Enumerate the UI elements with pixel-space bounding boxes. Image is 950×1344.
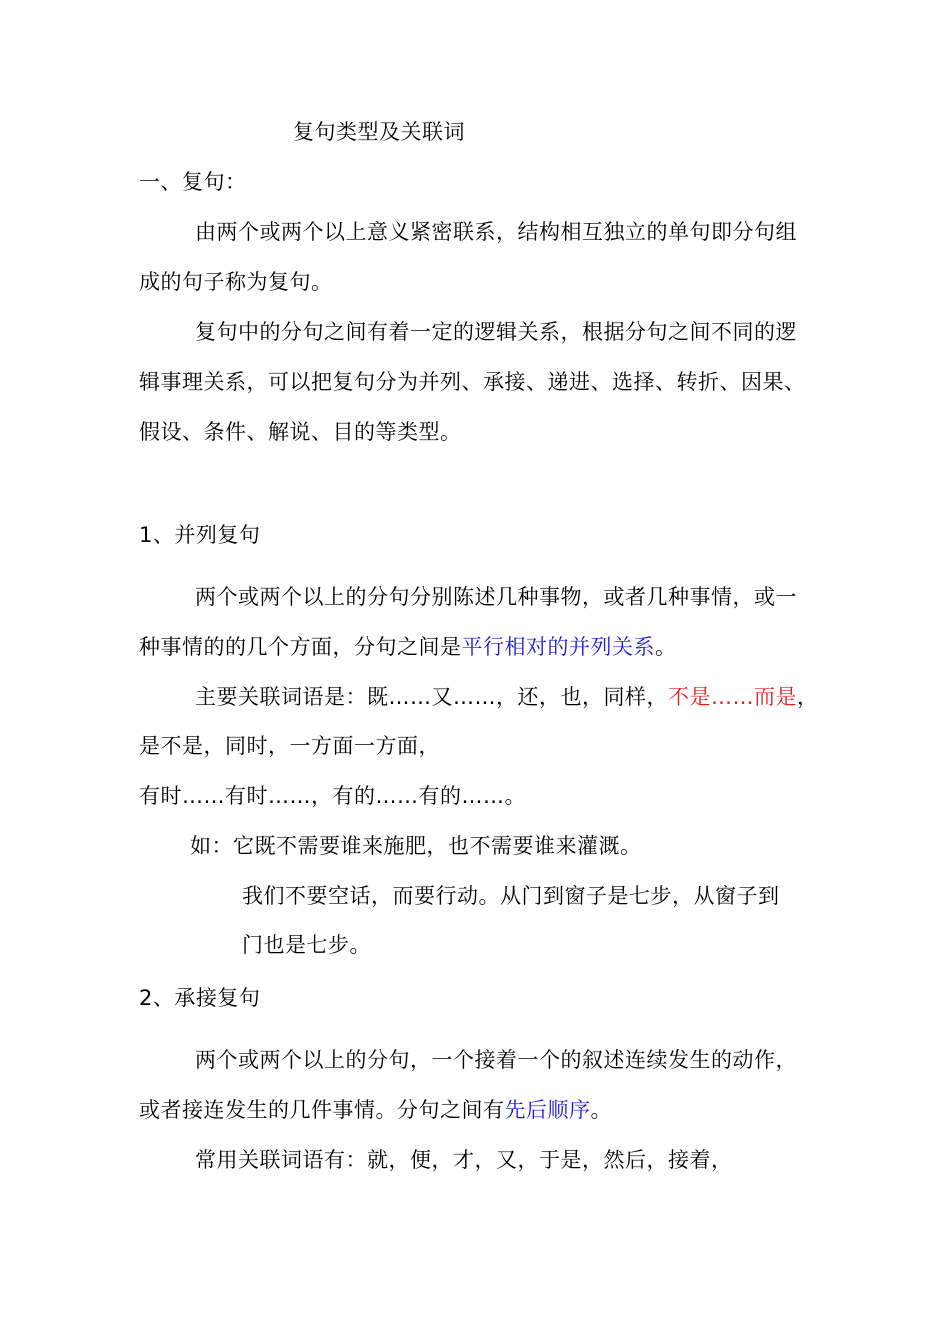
- text-run: 主要关联词语是：既……又……，还，也，同样，: [195, 685, 668, 709]
- types-paragraph-line: 辑事理关系，可以把复句分为并列、承接、递进、选择、转折、因果、: [139, 370, 806, 394]
- succession-description-line: [139, 1096, 612, 1124]
- parallel-keywords-line: [195, 683, 819, 711]
- text-run: 或者接连发生的几件事情。分句之间有: [139, 1098, 505, 1122]
- parallel-heading: 1、并列复句: [139, 523, 261, 547]
- text-run: 。: [590, 1098, 612, 1122]
- section-heading-complex-sentence: 一、复句：: [139, 170, 247, 194]
- succession-description-line: 两个或两个以上的分句，一个接着一个的叙述连续发生的动作，: [195, 1048, 797, 1072]
- parallel-example-line: 门也是七步。: [242, 933, 371, 957]
- parallel-description-line: 两个或两个以上的分句分别陈述几种事物，或者几种事情，或一: [195, 585, 797, 609]
- definition-paragraph-line: 成的句子称为复句。: [139, 270, 333, 294]
- succession-keywords-line: 常用关联词语有：就，便，才，又，于是，然后，接着，: [195, 1148, 733, 1172]
- parallel-description-line: [139, 633, 677, 661]
- text-run: 种事情的的几个方面，分句之间是: [139, 635, 462, 659]
- parallel-keywords-line: 是不是，同时，一方面一方面，: [139, 734, 440, 758]
- red-highlight-text: 不是……而是: [668, 685, 797, 709]
- parallel-example-line: 我们不要空话，而要行动。从门到窗子是七步，从窗子到: [242, 884, 780, 908]
- types-paragraph-line: 假设、条件、解说、目的等类型。: [139, 420, 462, 444]
- blue-highlight-text: 先后顺序: [504, 1098, 591, 1122]
- definition-paragraph-line: 由两个或两个以上意义紧密联系，结构相互独立的单句即分句组: [195, 220, 797, 244]
- parallel-example-line: 如：它既不需要谁来施肥，也不需要谁来灌溉。: [190, 834, 642, 858]
- succession-heading: 2、承接复句: [139, 986, 261, 1010]
- text-run: ，: [797, 685, 819, 709]
- text-run: 。: [655, 635, 677, 659]
- page-title: 复句类型及关联词: [293, 120, 465, 144]
- blue-highlight-text: 平行相对的并列关系: [461, 635, 655, 659]
- parallel-keywords-line: 有时……有时……，有的……有的……。: [139, 784, 526, 808]
- types-paragraph-line: 复句中的分句之间有着一定的逻辑关系，根据分句之间不同的逻: [195, 320, 797, 344]
